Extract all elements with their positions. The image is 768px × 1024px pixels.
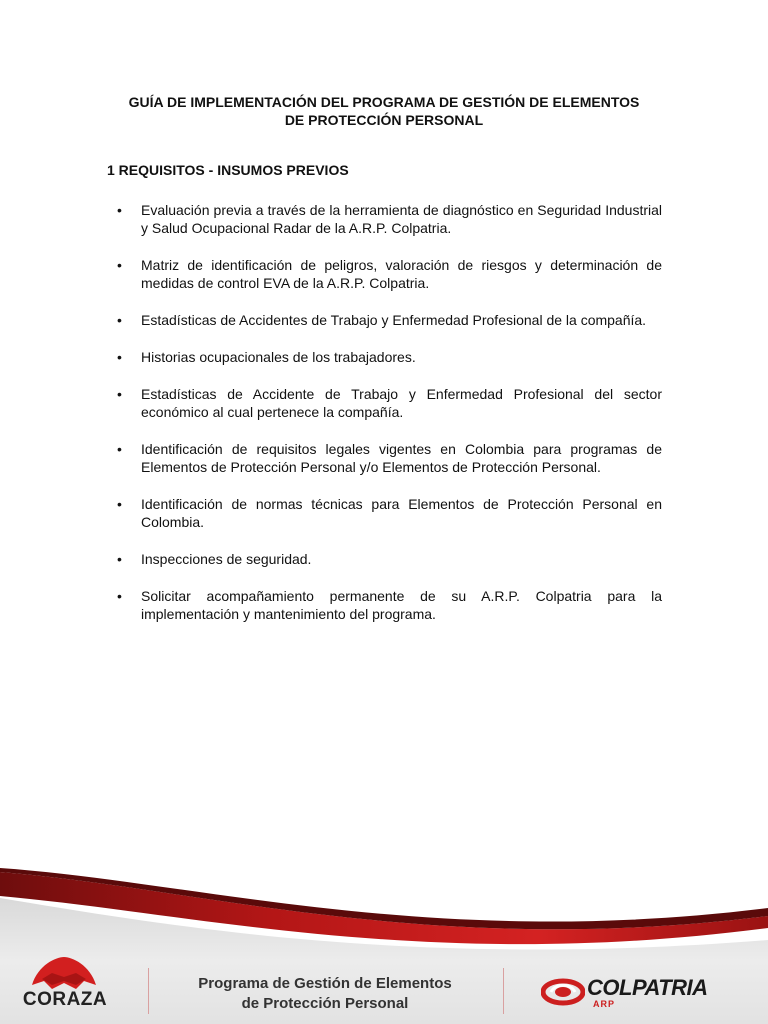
requirement-item — [107, 495, 662, 531]
bullet-icon: • — [117, 386, 122, 402]
coraza-logo-text: CORAZA — [22, 989, 108, 1010]
bullet-icon: • — [117, 496, 122, 512]
footer-divider-right — [503, 968, 504, 1014]
requirement-text: Identificación de normas técnicas para Elementos de Protección Personal en Colombia. — [141, 496, 662, 530]
footer-divider-left — [148, 968, 149, 1014]
requirement-item — [107, 587, 662, 623]
bullet-icon: • — [117, 551, 122, 567]
colpatria-logo-text: COLPATRIA — [587, 975, 708, 1000]
bullet-icon: • — [117, 441, 122, 457]
requirement-text: Estadísticas de Accidentes de Trabajo y Enfermedad Profesional de la compañía. — [141, 312, 647, 328]
page-footer — [0, 868, 768, 1024]
bullet-icon: • — [117, 202, 122, 218]
requirement-item — [107, 348, 662, 366]
requirement-item — [107, 311, 662, 329]
document-title-line-1: GUÍA DE IMPLEMENTACIÓN DEL PROGRAMA DE GESTIÓN DE ELEMENTOS — [128, 94, 640, 110]
bullet-icon: • — [117, 588, 122, 604]
bullet-icon: • — [117, 349, 122, 365]
requirement-text: Matriz de identificación de peligros, valoración de riesgos y determinación de medidas de control EVA de la A.R.P. Colpatria. — [141, 257, 662, 291]
colpatria-arp-text: ARP — [593, 999, 616, 1009]
requirement-item — [107, 440, 662, 476]
requirement-text: Historias ocupacionales de los trabajadores. — [141, 349, 416, 365]
requirements-list — [107, 201, 662, 642]
requirement-item — [107, 201, 662, 237]
requirement-text: Evaluación previa a través de la herramienta de diagnóstico en Seguridad Industrial y Salud Ocupacional Radar de la A.R.P. Colpatria. — [141, 202, 662, 236]
requirement-text: Solicitar acompañamiento permanente de su A.R.P. Colpatria para la implementación y mantenimiento del programa. — [141, 588, 662, 622]
document-title — [98, 93, 670, 129]
document-title-line-2: DE PROTECCIÓN PERSONAL — [284, 112, 484, 128]
footer-program-line-1: Programa de Gestión de Elementos — [198, 975, 452, 992]
requirement-text: Inspecciones de seguridad. — [141, 551, 312, 567]
footer-program-title — [160, 974, 490, 1014]
requirement-text: Estadísticas de Accidente de Trabajo y Enfermedad Profesional del sector económico al cual pertenece la compañía. — [141, 386, 662, 420]
requirement-item — [107, 550, 662, 568]
section-heading: 1 REQUISITOS - INSUMOS PREVIOS — [107, 162, 349, 178]
requirement-item — [107, 385, 662, 421]
bullet-icon: • — [117, 257, 122, 273]
bullet-icon: • — [117, 312, 122, 328]
requirement-item — [107, 256, 662, 292]
colpatria-swirl-icon — [541, 977, 585, 1007]
requirement-text: Identificación de requisitos legales vigentes en Colombia para programas de Elementos de Protección Personal y/o Elementos de Protección Personal. — [141, 441, 662, 475]
footer-program-line-2: de Protección Personal — [241, 995, 409, 1012]
